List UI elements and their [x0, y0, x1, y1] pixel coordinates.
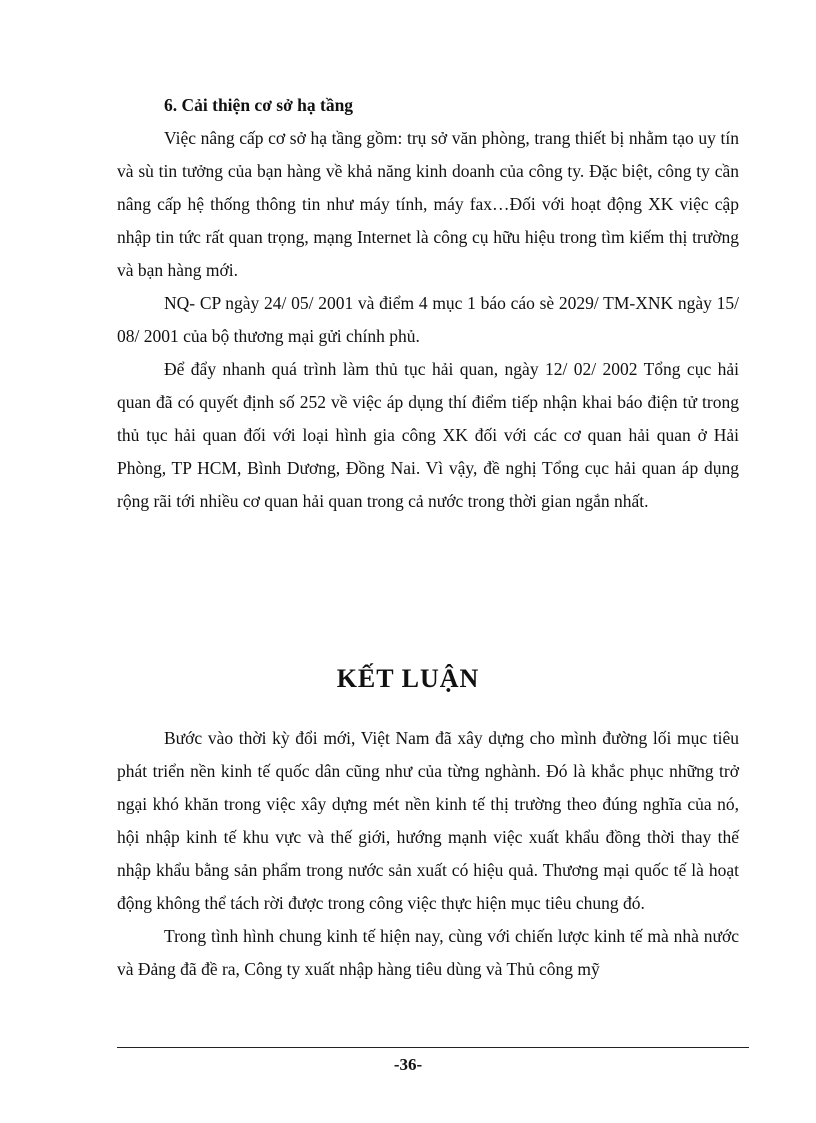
section-heading: 6. Cải thiện cơ sở hạ tầng — [164, 95, 354, 115]
paragraph: Để đẩy nhanh quá trình làm thủ tục hải quan, ngày 12/ 02/ 2002 Tổng cục hải quan đã có quyết định số 252 về việc áp dụng thí điểm tiếp nhận khai báo điện tử trong thủ tục hải quan đối với loại hình gia công XK đối với các cơ quan hải quan ở Hải Phòng, TP HCM, Bình Dương, Đồng Nai. Vì vậy, đề nghị Tổng cục hải quan áp dụng rộng rãi tới nhiều cơ quan hải quan trong cả nước trong thời gian ngắn nhất. — [117, 359, 739, 511]
paragraph: Bước vào thời kỳ đổi mới, Việt Nam đã xây dựng cho mình đường lối mục tiêu phát triển nền kinh tế quốc dân cũng như của từng nghành. Đó là khắc phục những trở ngại khó khăn trong việc xây dựng mét nền kinh tế thị trường theo đúng nghĩa của nó, hội nhập kinh tế khu vực và thế giới, hướng mạnh việc xuất khẩu đồng thời thay thế nhập khẩu bằng sản phẩm trong nước sản xuất có hiệu quả. Thương mại quốc tế là hoạt động không thể tách rời được trong công việc thực hiện mục tiêu chung đó. — [117, 728, 739, 913]
paragraph: Việc nâng cấp cơ sở hạ tầng gồm: trụ sở văn phòng, trang thiết bị nhằm tạo uy tín và sù tin tưởng của bạn hàng về khả năng kinh doanh của công ty. Đặc biệt, công ty cần nâng cấp hệ thống thông tin như máy tính, máy fax…Đối với hoạt động XK việc cập nhập tin tức rất quan trọng, mạng Internet là công cụ hữu hiệu trong tìm kiếm thị trường và bạn hàng mới. — [117, 128, 739, 280]
paragraph: Trong tình hình chung kinh tế hiện nay, cùng với chiến lược kinh tế mà nhà nước và Đảng đã đề ra, Công ty xuất nhập hàng tiêu dùng và Thủ công mỹ — [117, 926, 739, 979]
conclusion-title: KẾT LUẬN — [336, 664, 480, 693]
paragraph: NQ- CP ngày 24/ 05/ 2001 và điểm 4 mục 1 báo cáo sè 2029/ TM-XNK ngày 15/ 08/ 2001 của bộ thương mại gửi chính phủ. — [117, 293, 739, 346]
conclusion-body — [117, 722, 739, 986]
page-number: -36- — [393, 1055, 423, 1074]
section-body — [117, 89, 739, 518]
footer-divider — [117, 1047, 749, 1048]
